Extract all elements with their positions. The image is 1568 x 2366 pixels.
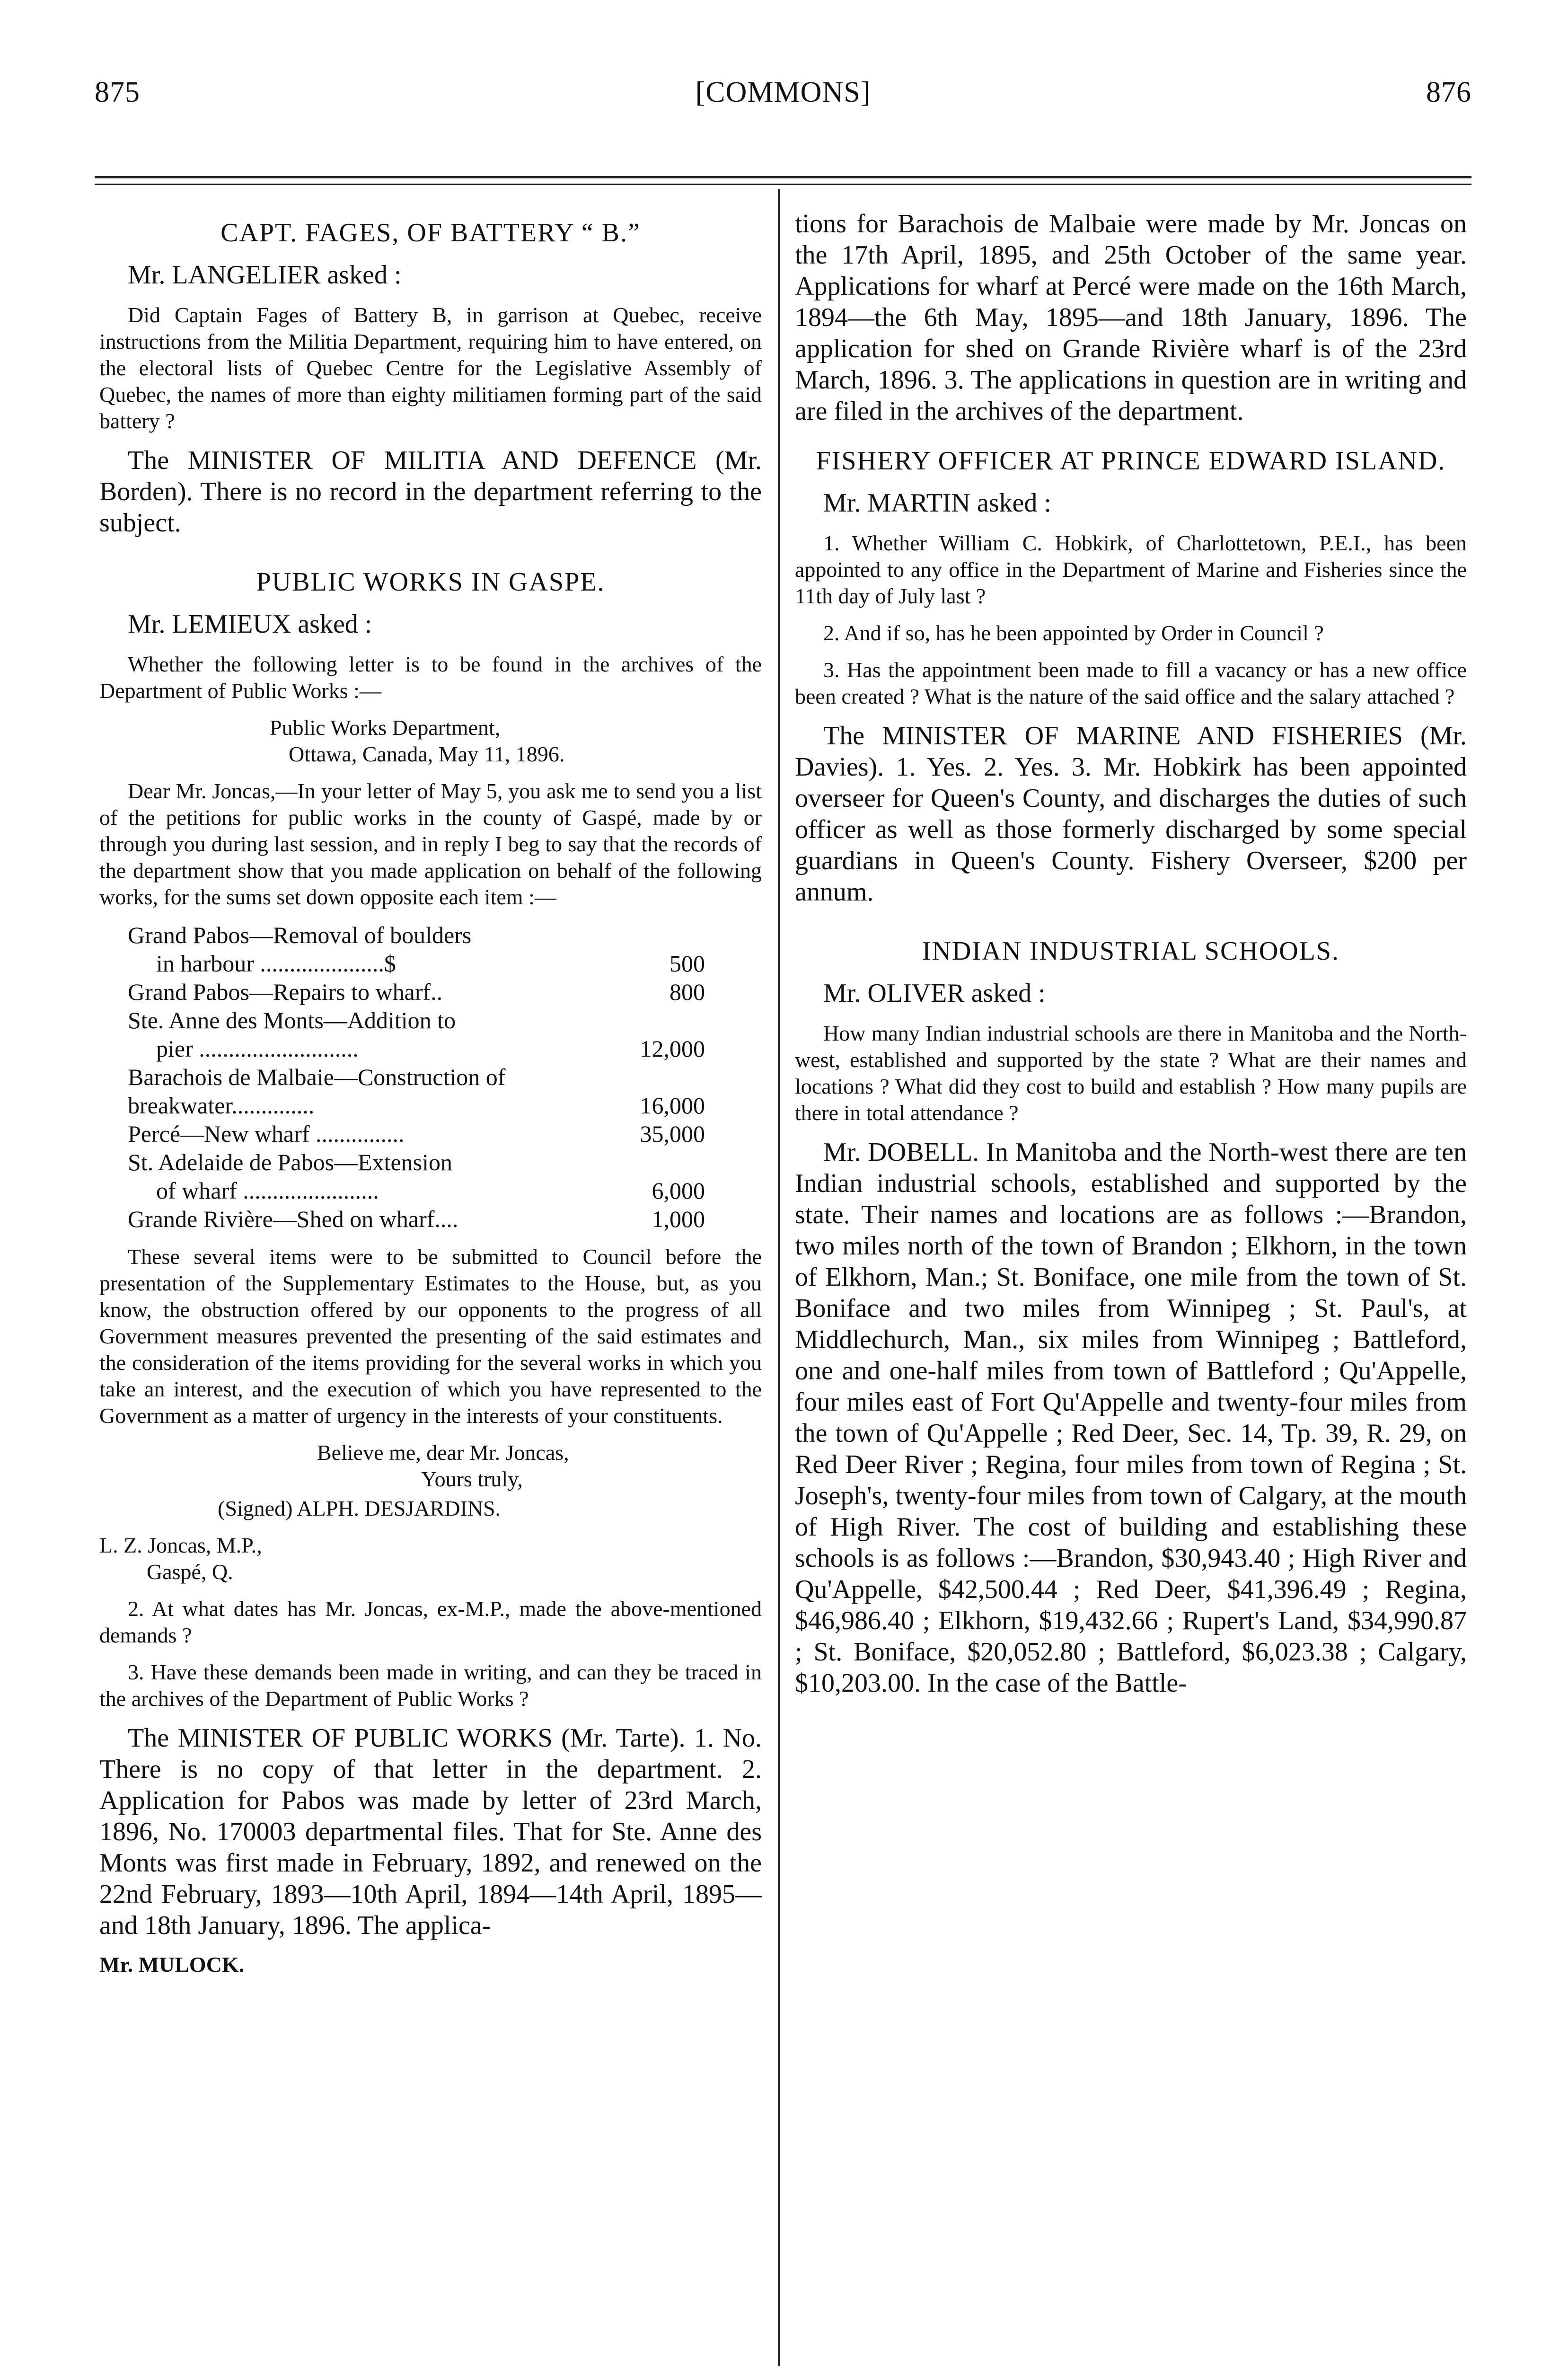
- work-name: Barachois de Malbaie—Construction of breakwater..............: [128, 1064, 506, 1119]
- page-number-right: 876: [1426, 76, 1471, 108]
- work-name-cont: of wharf .......................: [156, 1177, 379, 1204]
- question-asker: Mr. LANGELIER asked :: [128, 260, 402, 290]
- works-list: [99, 921, 762, 1233]
- section-heading-fishery-officer: FISHERY OFFICER AT PRINCE EDWARD ISLAND.: [816, 446, 1446, 476]
- letter-date-line: Ottawa, Canada, May 11, 1896.: [289, 742, 565, 766]
- page-footer-speaker: Mr. MULOCK.: [99, 1952, 245, 1977]
- list-item: [99, 1006, 762, 1063]
- work-name-cont: in harbour .....................$: [156, 950, 396, 977]
- work-amount: 800: [669, 979, 705, 1005]
- list-item: [99, 1063, 762, 1120]
- header-rule-thin: [95, 184, 1471, 185]
- page-number-left: 875: [95, 76, 140, 108]
- work-name: Grand Pabos—Repairs to wharf..: [128, 979, 443, 1005]
- work-name: Ste. Anne des Monts—Addition to: [128, 1007, 456, 1033]
- work-amount: 6,000: [652, 1177, 705, 1204]
- question-text: 2. And if so, has he been appointed by Order in Council ?: [823, 621, 1324, 645]
- letter-address-line: Public Works Department,: [270, 715, 501, 740]
- answer-text: The MINISTER OF MILITIA AND DEFENCE (Mr. Borden). There is no record in the department referring to the subject.: [99, 446, 762, 538]
- running-head: [COMMONS]: [695, 76, 871, 108]
- answer-text: Mr. DOBELL. In Manitoba and the North-west there are ten Indian industrial schools, established and supported by the state. Their names and locations are as follows :—Brandon, two miles north of the town of Brandon ; Elkhorn, in the town of Elkhorn, Man.; St. Boniface, one mile from the town of St. Boniface and two miles from Winnipeg ; St. Paul's, at Middlechurch, Man., six miles from Winnipeg ; Battleford, one and one-half miles from town of Battleford ; Qu'Appelle, four miles east of Fort Qu'Appelle and twenty-four miles from the town of Qu'Appelle ; Red Deer, Sec. 14, Tp. 39, R. 29, on Red Deer River ; Regina, four miles from town of Regina ; St. Joseph's, twenty-four miles from town of Calgary, at the mouth of High River. The cost of building and establishing these schools is as follows :—Brandon, $30,943.40 ; High River and Qu'Appelle, $42,500.44 ; Red Deer, $41,396.49 ; Regina, $46,986.40 ; Elkhorn, $19,432.66 ; Rupert's Land, $34,990.87 ; St. Boniface, $20,052.80 ; Battleford, $6,023.38 ; Calgary, $10,203.00. In the case of the Battle-: [795, 1138, 1467, 1698]
- letter-body-continued: These several items were to be submitted to Council before the presentation of the Supplementary Estimates to the House, but, as you know, the obstruction offered by our opponents to the progress of all Government measures prevented the presenting of the said estimates and the consideration of the items providing for the several works in which you take an interest, and the execution of which you have represented to the Government as a matter of urgency in the interests of your constituents.: [99, 1245, 762, 1428]
- work-amount: 500: [669, 950, 705, 977]
- letter-recipient: L. Z. Joncas, M.P.,: [99, 1533, 262, 1557]
- page-header: [95, 76, 1471, 132]
- section-heading-public-works: PUBLIC WORKS IN GASPE.: [256, 567, 605, 597]
- work-name: St. Adelaide de Pabos—Extension: [128, 1149, 453, 1175]
- column-divider: [778, 189, 780, 2366]
- answer-text: The MINISTER OF PUBLIC WORKS (Mr. Tarte). 1. No. There is no copy of that letter in the department. 2. Application for Pabos was made by letter of 23rd March, 1896, No. 170003 departmental files. That for Ste. Anne des Monts was first made in February, 1892, and renewed on the 22nd February, 1893—10th April, 1894—14th April, 1895—and 18th January, 1896. The applica-: [99, 1723, 762, 1940]
- letter-signature: (Signed) ALPH. DESJARDINS.: [218, 1496, 501, 1520]
- work-name: Grande Rivière—Shed on wharf....: [128, 1206, 458, 1232]
- header-rule-thick: [95, 176, 1471, 178]
- work-amount: 1,000: [652, 1206, 705, 1232]
- list-item: [99, 1148, 762, 1205]
- letter-closing: Yours truly,: [421, 1467, 523, 1491]
- letter-recipient-place: Gaspé, Q.: [147, 1560, 233, 1584]
- section-heading-indian-schools: INDIAN INDUSTRIAL SCHOOLS.: [922, 936, 1340, 966]
- work-name: Percé—New wharf ...............: [128, 1121, 405, 1147]
- question-text: How many Indian industrial schools are there in Manitoba and the North-west, established and supported by the state ? What are their names and locations ? What did they cost to build and establish ? How many pupils are there in total attendance ?: [795, 1021, 1467, 1125]
- question-asker: Mr. LEMIEUX asked :: [128, 609, 372, 639]
- question-text: 3. Have these demands been made in writing, and can they be traced in the archives of the Department of Public Works ?: [99, 1660, 762, 1711]
- answer-text: The MINISTER OF MARINE AND FISHERIES (Mr. Davies). 1. Yes. 2. Yes. 3. Mr. Hobkirk has been appointed overseer for Queen's County, and discharges the duties of such officer as well as those formerly discharged by some special guardians in Queen's County. Fishery Overseer, $200 per annum.: [795, 721, 1467, 907]
- letter-body: Dear Mr. Joncas,—In your letter of May 5, you ask me to send you a list of the petitions for public works in the county of Gaspé, made by or through you during last session, and in reply I beg to say that the records of the department show that you made application on behalf of the following works, for the sums set down opposite each item :—: [99, 779, 762, 909]
- letter-closing: Believe me, dear Mr. Joncas,: [317, 1440, 569, 1465]
- list-item: [99, 1120, 762, 1148]
- work-amount: 12,000: [640, 1035, 705, 1062]
- question-asker: Mr. MARTIN asked :: [823, 488, 1051, 518]
- work-amount: 16,000: [640, 1092, 705, 1119]
- work-amount: 35,000: [640, 1121, 705, 1147]
- question-text: Did Captain Fages of Battery B, in garrison at Quebec, receive instructions from the Militia Department, requiring him to have entered, on the electoral lists of Quebec Centre for the Legislative Assembly of Quebec, the names of more than eighty militiamen forming part of the said battery ?: [99, 303, 762, 433]
- question-text: 3. Has the appointment been made to fill a vacancy or has a new office been created ? What is the nature of the said office and the salary attached ?: [795, 658, 1467, 708]
- list-item: [99, 1205, 762, 1233]
- list-item: [99, 921, 762, 978]
- work-name: Grand Pabos—Removal of boulders: [128, 922, 472, 948]
- answer-continued: tions for Barachois de Malbaie were made by Mr. Joncas on the 17th April, 1895, and 25th October of the same year. Applications for wharf at Percé were made on the 16th March, 1894—the 6th May, 1895—and 18th January, 1896. The application for shed on Grande Rivière wharf is of the 23rd March, 1896. 3. The applications in question are in writing and are filed in the archives of the department.: [795, 209, 1467, 426]
- right-column: [795, 208, 1467, 1709]
- list-item: [99, 978, 762, 1006]
- question-text: 1. Whether William C. Hobkirk, of Charlottetown, P.E.I., has been appointed to any office in the Department of Marine and Fisheries since the 11th day of July last ?: [795, 531, 1467, 608]
- question-text: 2. At what dates has Mr. Joncas, ex-M.P., made the above-mentioned demands ?: [99, 1597, 762, 1647]
- left-column: [99, 208, 762, 1988]
- section-heading-capt-fages: CAPT. FAGES, OF BATTERY “ B.”: [220, 218, 641, 247]
- work-name-cont: pier ...........................: [156, 1035, 359, 1062]
- question-asker: Mr. OLIVER asked :: [823, 979, 1046, 1008]
- question-text: Whether the following letter is to be found in the archives of the Department of Public Works :—: [99, 652, 762, 703]
